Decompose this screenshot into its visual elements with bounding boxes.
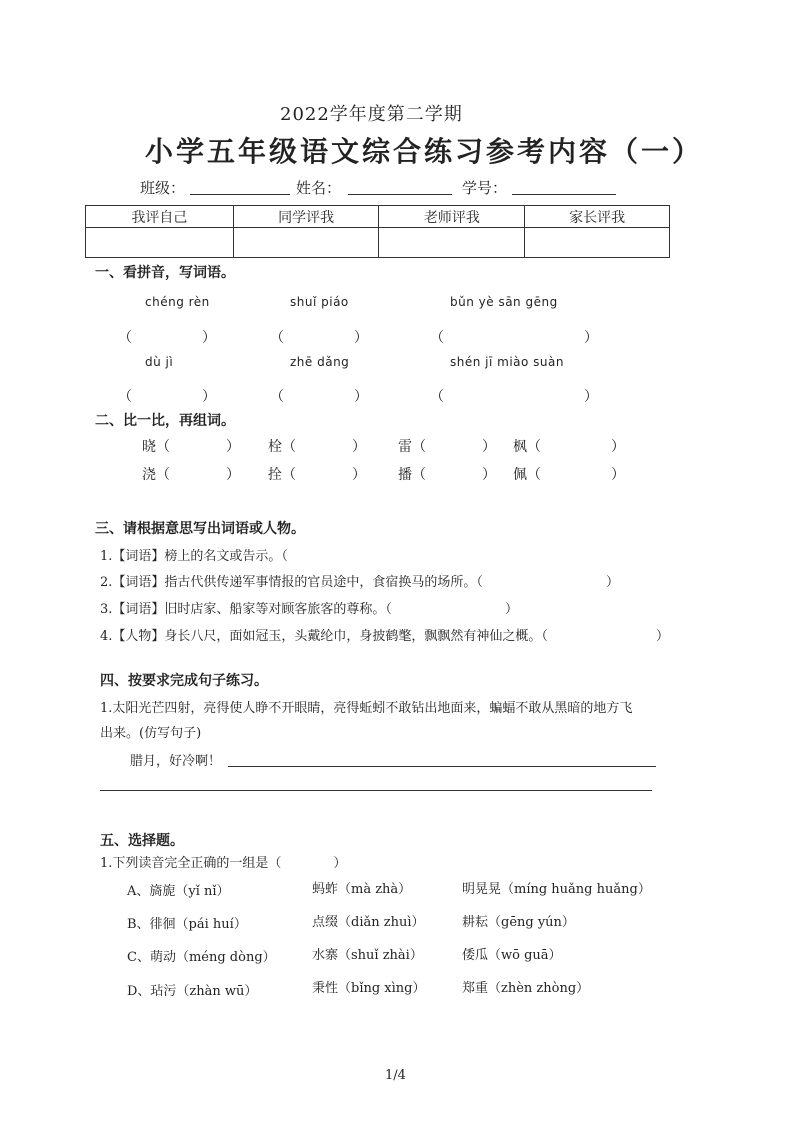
eval-cell-self[interactable] [86,228,234,258]
compare-char: 播 [398,467,412,483]
eval-cell-teacher[interactable] [379,228,525,258]
option-a-3: 明晃晃（míng huǎng huǎng） [462,882,651,897]
student-no-label: 学号： [462,179,508,197]
evaluation-table [85,205,670,258]
compare-item-4: 枫（ ） [513,439,625,455]
eval-header-parent: 家长评我 [525,206,670,228]
answer-box-2[interactable]: （ ） [270,330,368,346]
option-a-2: 蚂蚱（mà zhà） [312,882,412,897]
section4-heading: 四、按要求完成句子练习。 [100,673,268,689]
section2-heading: 二、比一比，再组词。 [95,413,235,429]
pinyin-5: zhē dǎng [290,355,350,369]
compare-item-5: 浇（ ） [142,467,240,483]
pinyin-3: bǔn yè sān gēng [450,295,558,309]
s3-item-2-close: ） [606,575,620,590]
s5-q1-text: 1.下列读音完全正确的一组是（ [100,856,282,871]
s3-item-4-close: ） [656,629,670,644]
section5-heading: 五、选择题。 [100,833,184,849]
answer-line-1[interactable] [228,766,656,767]
compare-char: 枫 [513,439,527,455]
eval-cell-parent[interactable] [525,228,670,258]
compare-item-2: 栓（ ） [268,439,366,455]
compare-char: 拴 [268,467,282,483]
eval-header-classmate: 同学评我 [233,206,379,228]
answer-box-4[interactable]: （ ） [118,389,216,405]
compare-item-7: 播（ ） [398,467,496,483]
eval-cell-classmate[interactable] [233,228,379,258]
page-title: 2022学年度第二学期 [280,104,463,125]
compare-item-6: 拴（ ） [268,467,366,483]
option-d-1[interactable]: D、玷污（zhàn wū） [127,984,258,999]
option-b-1[interactable]: B、徘徊（pái huí） [127,917,247,932]
option-b-3: 耕耘（gēng yún） [462,915,575,930]
class-field[interactable] [190,194,290,195]
pinyin-4: dù jì [145,355,174,369]
s4-q1-line1: 1.太阳光芒四射，亮得使人睁不开眼睛，亮得蚯蚓不敢钻出地面来，蝙蝠不敢从黑暗的地方飞 [100,701,633,716]
pinyin-1: chéng rèn [145,295,210,309]
pinyin-2: shuǐ piáo [290,295,349,309]
compare-char: 佩 [513,467,527,483]
name-field[interactable] [348,194,452,195]
eval-header-teacher: 老师评我 [379,206,525,228]
option-c-1[interactable]: C、萌动（méng dòng） [127,950,276,965]
compare-char: 雷 [398,439,412,455]
s3-item-1: 1.【词语】榜上的名文或告示。（ [100,549,288,564]
class-label: 班级： [140,179,186,197]
option-a-1[interactable]: A、旖旎（yǐ nǐ） [127,884,230,899]
compare-item-3: 雷（ ） [398,439,496,455]
answer-box-3[interactable]: （ ） [430,330,598,346]
option-c-2: 水寨（shuǐ zhài） [312,948,423,963]
option-d-3: 郑重（zhèn zhòng） [462,981,590,996]
compare-char: 浇 [142,467,156,483]
option-b-2: 点缀（diǎn zhuì） [312,915,425,930]
compare-item-8: 佩（ ） [513,467,625,483]
s3-item-4: 4.【人物】身长八尺，面如冠玉，头戴纶巾，身披鹤氅，飘飘然有神仙之概。（ [100,629,548,644]
answer-box-1[interactable]: （ ） [118,330,216,346]
answer-box-5[interactable]: （ ） [270,389,368,405]
s4-q1-line2: 出来。(仿写句子) [100,726,202,741]
eval-header-self: 我评自己 [86,206,234,228]
compare-char: 栓 [268,439,282,455]
compare-item-1: 晓（ ） [142,439,240,455]
option-c-3: 倭瓜（wō guā） [462,948,562,963]
compare-char: 晓 [142,439,156,455]
s3-item-3: 3.【词语】旧时店家、船家等对顾客旅客的尊称。（ [100,602,392,617]
page-number: 1/4 [385,1068,406,1083]
answer-line-2[interactable] [100,790,652,791]
s3-item-2: 2.【词语】指古代供传递军事情报的官员途中，食宿换马的场所。（ [100,575,483,590]
option-d-2: 秉性（bǐng xìng） [312,981,426,996]
name-label: 姓名： [296,179,342,197]
student-no-field[interactable] [512,194,616,195]
s4-prompt: 腊月，好冷啊！ [130,754,222,769]
answer-box-6[interactable]: （ ） [430,389,598,405]
page-subtitle: 小学五年级语文综合练习参考内容（一） [145,135,704,168]
pinyin-6: shén jī miào suàn [450,355,564,369]
section1-heading: 一、看拼音，写词语。 [95,265,235,281]
s5-q1: 1.下列读音完全正确的一组是（ ） [100,856,347,871]
s3-item-3-close: ） [505,602,519,617]
section3-heading: 三、请根据意思写出词语或人物。 [95,521,305,537]
